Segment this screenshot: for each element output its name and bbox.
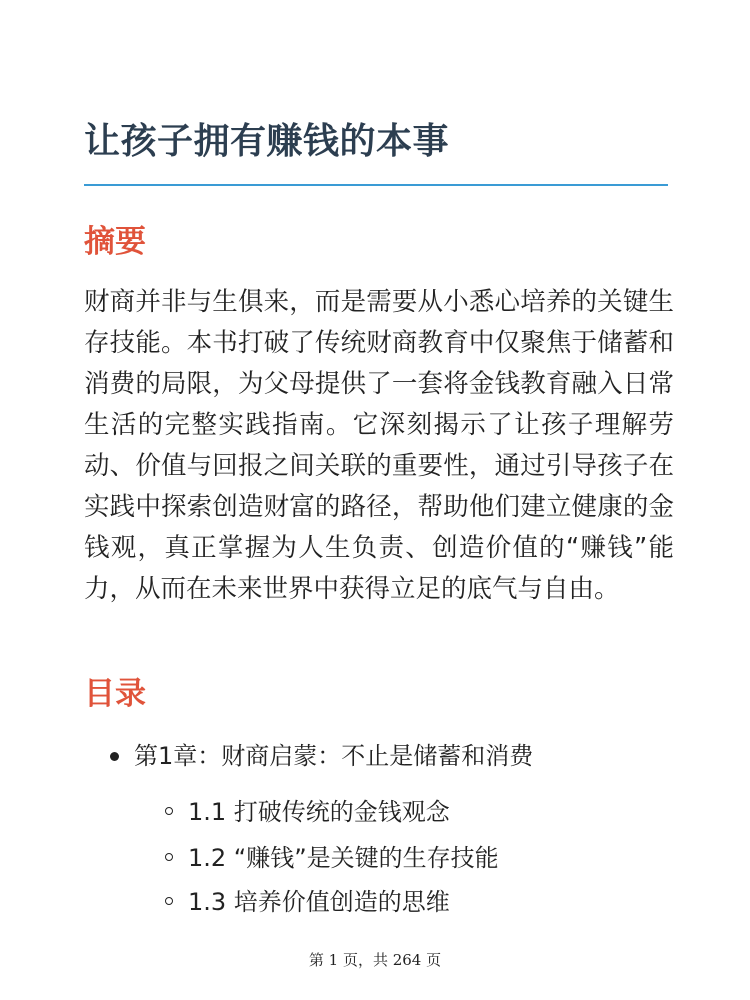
bullet-disc-icon — [110, 752, 119, 761]
toc-section-1-3 — [188, 886, 450, 918]
toc-chapter-label: 第1章：财商启蒙：不止是储蓄和消费 — [134, 742, 534, 770]
bullet-circle-icon — [165, 853, 173, 861]
bullet-circle-icon — [165, 807, 173, 815]
toc-heading: 目录 — [84, 676, 146, 712]
toc-section-label: 1.1 打破传统的金钱观念 — [188, 798, 450, 826]
toc-section-label: 1.3 培养价值创造的思维 — [188, 888, 450, 916]
bullet-circle-icon — [165, 897, 173, 905]
toc-section-1-1 — [188, 796, 450, 828]
summary-heading: 摘要 — [84, 224, 146, 260]
title-divider — [84, 184, 668, 186]
page-title: 让孩子拥有赚钱的本事 — [84, 121, 450, 162]
page-number-footer: 第 1 页，共 264 页 — [308, 951, 442, 969]
toc-chapter-1 — [134, 740, 533, 772]
toc-section-label: 1.2 “赚钱”是关键的生存技能 — [188, 844, 499, 872]
toc-section-1-2 — [188, 842, 499, 874]
summary-text: 财商并非与生俱来，而是需要从小悉心培养的关键生存技能。本书打破了传统财商教育中仅聚焦于储蓄和消费的局限，为父母提供了一套将金钱教育融入日常生活的完整实践指南。它深刻揭示了让孩子理解劳动、价值与回报之间关联的重要性，通过引导孩子在实践中探索创造财富的路径，帮助他们建立健康的金钱观，真正掌握为人生负责、创造价值的“赚钱”能力，从而在未来世界中获得立足的底气与自由。 — [84, 287, 674, 604]
